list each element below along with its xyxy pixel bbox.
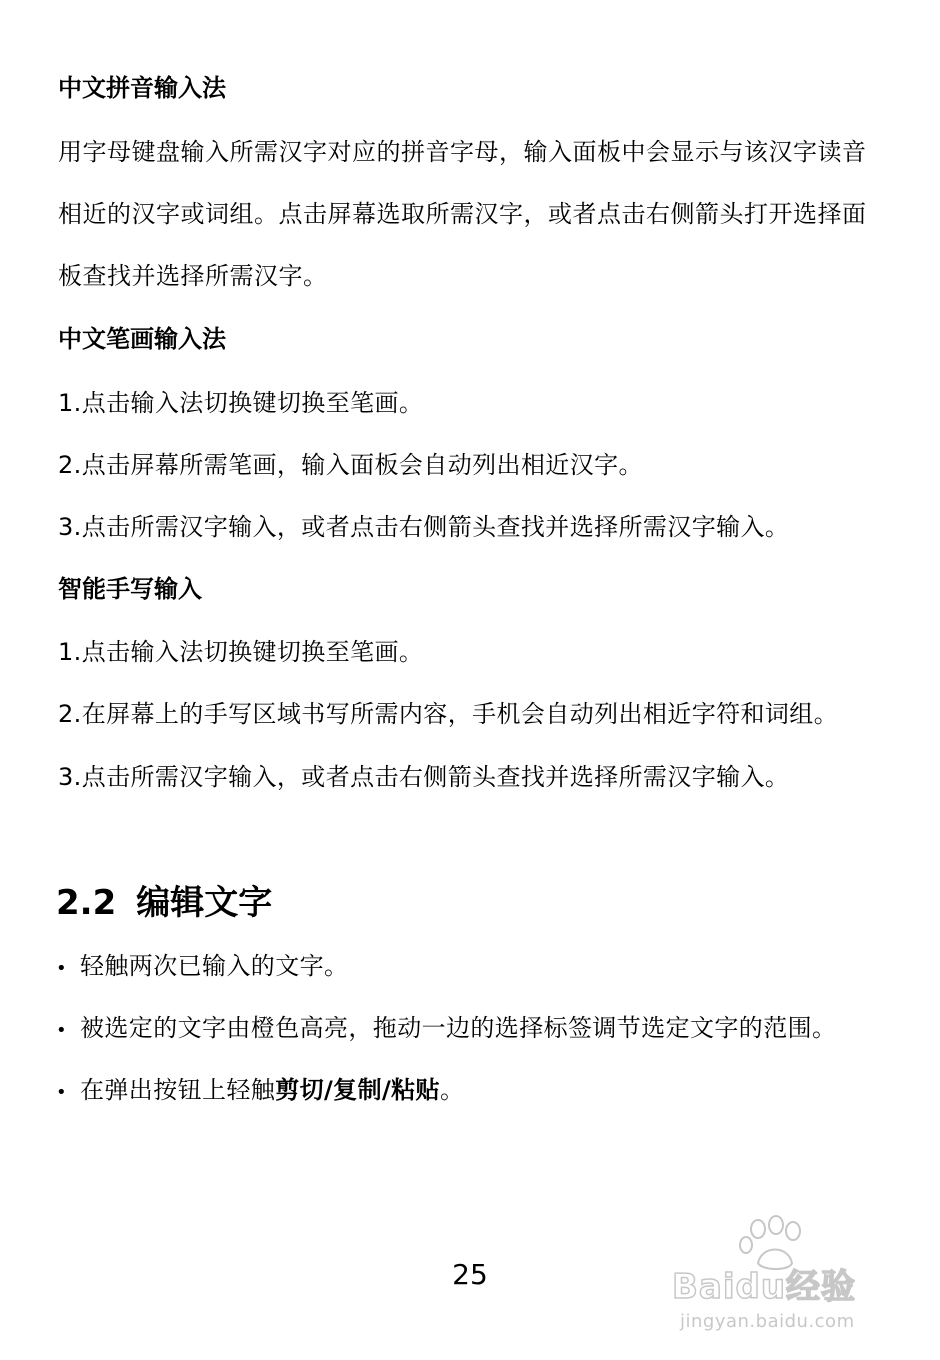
bullet-icon: •: [56, 1020, 68, 1041]
bullet-item-1: • 轻触两次已输入的文字。: [56, 951, 348, 984]
heading-handwriting-input: 智能手写输入: [58, 575, 202, 603]
baidu-jingyan-watermark: [672, 1215, 912, 1340]
bold-cut-copy-paste: 剪切/复制/粘贴: [275, 1076, 440, 1104]
handwriting-step-1: 1.点击输入法切换键切换至笔画。: [58, 638, 424, 666]
bullet-item-3: • 在弹出按钮上轻触剪切/复制/粘贴。: [56, 1075, 464, 1108]
heading-pinyin-input: 中文拼音输入法: [58, 74, 226, 102]
watermark-url: jingyan.baidu.com: [680, 1311, 855, 1332]
bullet-icon: •: [56, 958, 68, 979]
stroke-step-1: 1.点击输入法切换键切换至笔画。: [58, 389, 424, 417]
page-number: 25: [452, 1258, 488, 1291]
paragraph-pinyin-description: 用字母键盘输入所需汉字对应的拼音字母，输入面板中会显示与该汉字读音相近的汉字或词组。点击屏幕选取所需汉字，或者点击右侧箭头打开选择面板查找并选择所需汉字。: [58, 138, 867, 290]
stroke-step-2: 2.点击屏幕所需笔画，输入面板会自动列出相近汉字。: [58, 451, 643, 479]
watermark-brand: Baidu经验: [672, 1267, 857, 1307]
heading-stroke-input: 中文笔画输入法: [58, 325, 226, 353]
stroke-step-3: 3.点击所需汉字输入，或者点击右侧箭头查找并选择所需汉字输入。: [58, 513, 790, 541]
handwriting-step-2: 2.在屏幕上的手写区域书写所需内容，手机会自动列出相近字符和词组。: [58, 700, 839, 728]
bullet-item-2: • 被选定的文字由橙色高亮，拖动一边的选择标签调节选定文字的范围。: [56, 1013, 836, 1046]
bullet-icon: •: [56, 1082, 68, 1103]
section-title-edit-text: 2.2 编辑文字: [56, 883, 273, 923]
handwriting-step-3: 3.点击所需汉字输入，或者点击右侧箭头查找并选择所需汉字输入。: [58, 763, 790, 791]
